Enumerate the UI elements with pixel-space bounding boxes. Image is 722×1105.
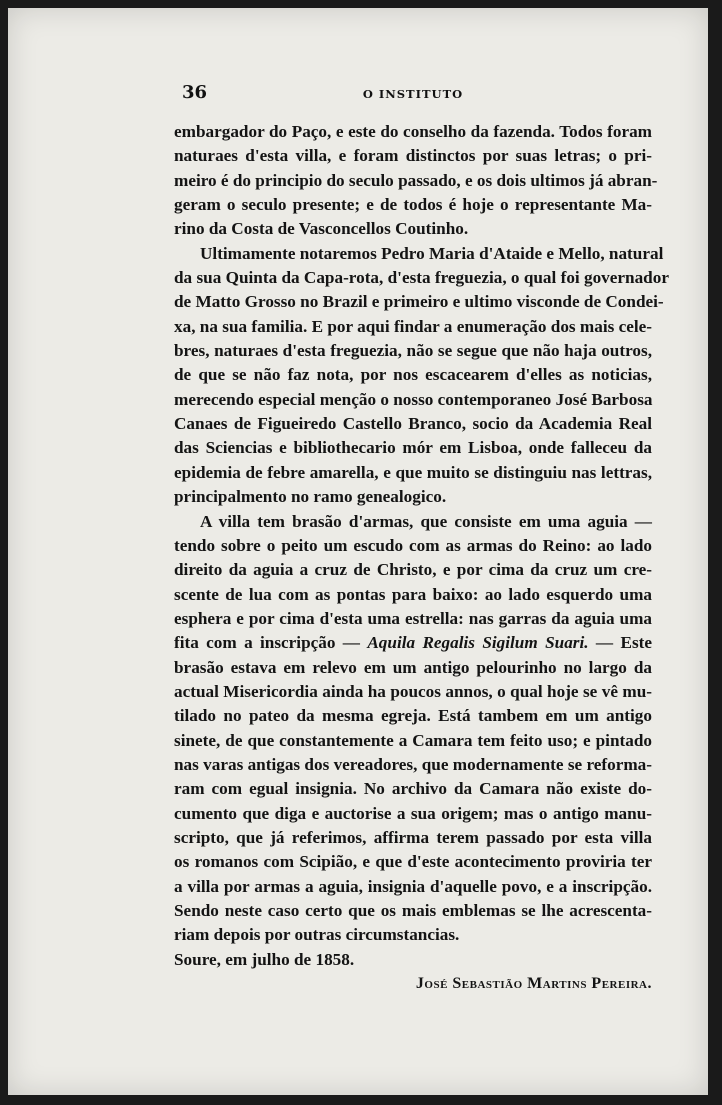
body-text <box>174 120 669 996</box>
text-line: cumento que diga e auctorise a sua origem; mas o antigo manu- <box>174 803 652 823</box>
text-line: scente de lua com as pontas para baixo: ao lado esquerdo uma <box>174 584 652 604</box>
text-line: da sua Quinta da Capa-rota, d'esta freguezia, o qual foi governador <box>174 268 669 288</box>
text-line: a villa por armas a aguia, insignia d'aquelle povo, e a inscripção. <box>174 876 652 896</box>
paragraph-1 <box>174 120 658 242</box>
text-line: A villa tem brasão d'armas, que consiste em uma aguia — <box>200 511 652 531</box>
text-line: sinete, de que constantemente a Camara tem feito uso; e pintado <box>174 730 652 750</box>
text-line: os romanos com Scipião, e que d'este acontecimento proviria ter <box>174 852 652 872</box>
text-line: esphera e por cima d'esta uma estrella: nas garras da aguia uma <box>174 608 652 628</box>
running-head: O INSTITUTO <box>362 87 464 101</box>
text-line: Canaes de Figueiredo Castello Branco, socio da Academia Real <box>174 414 652 434</box>
text-line: bres, naturaes d'esta freguezia, não se segue que não haja outros, <box>174 341 652 361</box>
place-date: Soure, em julho de 1858. <box>174 949 355 969</box>
text-line: riam depois por outras circumstancias. <box>174 925 460 945</box>
text-line: fita com a inscripção — Aquila Regalis Sigilum Suari. — Este <box>174 633 652 653</box>
text-line: meiro é do principio do seculo passado, e os dois ultimos já abran- <box>174 170 658 190</box>
text-line: actual Misericordia ainda ha poucos annos, o qual hoje se vê mu- <box>174 681 652 701</box>
text-line: tendo sobre o peito um escudo com as armas do Reino: ao lado <box>174 535 652 555</box>
paragraph-3 <box>174 510 652 948</box>
text-line: de que se não faz nota, por nos escacearem d'elles as noticias, <box>174 365 652 385</box>
text-line: ram com egual insignia. No archivo da Camara não existe do- <box>174 779 652 799</box>
text-line: direito da aguia a cruz de Christo, e por cima da cruz um cre- <box>174 560 652 580</box>
text-line: scripto, que já referimos, affirma terem passado por esta villa <box>174 827 652 847</box>
text-line: merecendo especial menção o nosso contemporaneo José Barbosa <box>174 389 653 409</box>
text-line: tilado no pateo da mesma egreja. Está tambem em um antigo <box>174 706 652 726</box>
text-line: Sendo neste caso certo que os mais emblemas se lhe acrescenta- <box>174 901 652 920</box>
page-header <box>176 82 650 106</box>
text-line: brasão estava em relevo em um antigo pelourinho no largo da <box>174 657 652 677</box>
page-number: 36 <box>182 82 208 103</box>
text-line: Ultimamente notaremos Pedro Maria d'Ataide e Mello, natural <box>200 243 664 263</box>
text-line: rino da Costa de Vasconcellos Coutinho. <box>174 219 469 239</box>
text-line: de Matto Grosso no Brazil e primeiro e ultimo visconde de Condei- <box>174 292 664 312</box>
text-line: principalmento no ramo genealogico. <box>174 487 447 507</box>
text-line: xa, na sua familia. E por aqui findar a enumeração dos mais cele- <box>174 316 652 336</box>
text-line: geram o seculo presente; e de todos é hoje o representante Ma- <box>174 195 652 215</box>
latin-motto: Aquila Regalis Sigilum Suari. <box>367 633 589 653</box>
paragraph-2 <box>174 242 669 510</box>
text-line: das Sciencias e bibliothecario mór em Lisboa, onde falleceu da <box>174 438 652 458</box>
author-signature: José Sebastião Martins Pereira. <box>415 975 652 993</box>
text-line: embargador do Paço, e este do conselho da fazenda. Todos foram <box>174 122 652 141</box>
text-line: epidemia de febre amarella, e que muito se distinguiu nas lettras, <box>174 462 652 482</box>
text-line: nas varas antigas dos vereadores, que modernamente se reforma- <box>174 754 652 774</box>
document-page <box>8 8 708 1095</box>
text-line: naturaes d'esta villa, e foram distinctos por suas letras; o pri- <box>174 146 652 166</box>
